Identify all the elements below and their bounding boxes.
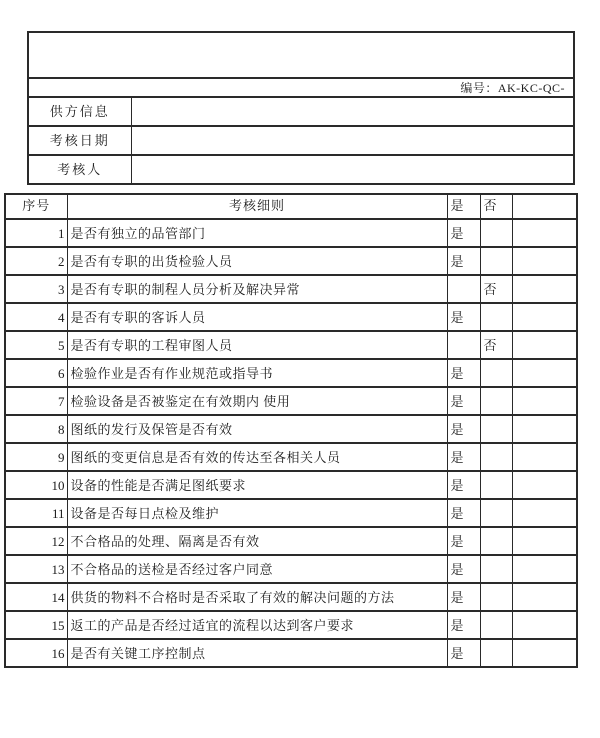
checklist-row — [5, 331, 577, 359]
form-header-table — [27, 31, 575, 185]
row-number: 16 — [5, 639, 67, 667]
title-box — [28, 32, 574, 78]
row-number: 8 — [5, 415, 67, 443]
row-remark — [512, 443, 577, 471]
row-remark — [512, 471, 577, 499]
checklist-row — [5, 387, 577, 415]
info-row-auditor — [28, 155, 574, 184]
row-remark — [512, 415, 577, 443]
row-number: 9 — [5, 443, 67, 471]
row-number: 1 — [5, 219, 67, 247]
row-criteria: 是否有专职的制程人员分析及解决异常 — [67, 275, 447, 303]
row-criteria: 是否有关键工序控制点 — [67, 639, 447, 667]
row-criteria: 设备是否每日点检及维护 — [67, 499, 447, 527]
column-header-yes: 是 — [447, 194, 480, 219]
row-answer-yes: 是 — [447, 387, 480, 415]
supplier-info-label: 供方信息 — [28, 97, 131, 126]
row-answer-no — [480, 219, 512, 247]
row-remark — [512, 555, 577, 583]
row-criteria: 不合格品的处理、隔离是否有效 — [67, 527, 447, 555]
checklist-header-row — [5, 194, 577, 219]
row-number: 6 — [5, 359, 67, 387]
row-answer-yes: 是 — [447, 555, 480, 583]
row-number: 5 — [5, 331, 67, 359]
row-answer-no — [480, 639, 512, 667]
row-remark — [512, 583, 577, 611]
row-answer-no — [480, 415, 512, 443]
row-criteria: 是否有专职的出货检验人员 — [67, 247, 447, 275]
row-criteria: 图纸的变更信息是否有效的传达至各相关人员 — [67, 443, 447, 471]
row-criteria: 检验作业是否有作业规范或指导书 — [67, 359, 447, 387]
row-answer-yes: 是 — [447, 443, 480, 471]
row-remark — [512, 275, 577, 303]
checklist-row — [5, 359, 577, 387]
row-remark — [512, 611, 577, 639]
row-answer-no — [480, 527, 512, 555]
row-criteria: 检验设备是否被鉴定在有效期内 使用 — [67, 387, 447, 415]
checklist-row — [5, 275, 577, 303]
form-header-section — [27, 31, 575, 185]
auditor-label: 考核人 — [28, 155, 131, 184]
row-number: 2 — [5, 247, 67, 275]
row-answer-yes: 是 — [447, 611, 480, 639]
row-criteria: 返工的产品是否经过适宜的流程以达到客户要求 — [67, 611, 447, 639]
row-answer-no — [480, 443, 512, 471]
checklist-row — [5, 527, 577, 555]
row-number: 15 — [5, 611, 67, 639]
row-number: 13 — [5, 555, 67, 583]
row-number: 7 — [5, 387, 67, 415]
title-row — [28, 32, 574, 78]
row-number: 11 — [5, 499, 67, 527]
row-answer-no — [480, 471, 512, 499]
column-header-no: 否 — [480, 194, 512, 219]
row-answer-no — [480, 555, 512, 583]
row-answer-no: 否 — [480, 275, 512, 303]
row-remark — [512, 247, 577, 275]
checklist-row — [5, 499, 577, 527]
checklist-row — [5, 247, 577, 275]
checklist-row — [5, 611, 577, 639]
row-criteria: 是否有独立的品管部门 — [67, 219, 447, 247]
row-answer-yes: 是 — [447, 639, 480, 667]
row-criteria: 不合格品的送检是否经过客户同意 — [67, 555, 447, 583]
column-header-number: 序号 — [5, 194, 67, 219]
row-answer-no — [480, 359, 512, 387]
column-header-criteria: 考核细则 — [67, 194, 447, 219]
document-code: 编号：AK-KC-QC- — [28, 78, 574, 97]
row-answer-yes: 是 — [447, 247, 480, 275]
column-header-remark — [512, 194, 577, 219]
checklist-row — [5, 639, 577, 667]
checklist-row — [5, 583, 577, 611]
checklist-row — [5, 555, 577, 583]
checklist-section — [4, 193, 576, 668]
row-criteria: 设备的性能是否满足图纸要求 — [67, 471, 447, 499]
row-answer-yes: 是 — [447, 499, 480, 527]
row-answer-no — [480, 387, 512, 415]
row-number: 12 — [5, 527, 67, 555]
audit-date-value — [131, 126, 574, 155]
row-answer-yes — [447, 331, 480, 359]
row-answer-yes: 是 — [447, 415, 480, 443]
row-answer-no — [480, 583, 512, 611]
row-answer-yes: 是 — [447, 471, 480, 499]
checklist-row — [5, 443, 577, 471]
row-remark — [512, 303, 577, 331]
row-number: 14 — [5, 583, 67, 611]
row-remark — [512, 499, 577, 527]
auditor-value — [131, 155, 574, 184]
checklist-row — [5, 415, 577, 443]
supplier-info-value — [131, 97, 574, 126]
audit-checklist-table — [4, 193, 578, 668]
row-remark — [512, 331, 577, 359]
row-answer-no — [480, 611, 512, 639]
row-answer-yes: 是 — [447, 527, 480, 555]
checklist-row — [5, 219, 577, 247]
row-answer-yes: 是 — [447, 303, 480, 331]
row-remark — [512, 639, 577, 667]
row-criteria: 供货的物料不合格时是否采取了有效的解决问题的方法 — [67, 583, 447, 611]
row-answer-yes: 是 — [447, 359, 480, 387]
info-row-date — [28, 126, 574, 155]
row-answer-no: 否 — [480, 331, 512, 359]
row-answer-yes: 是 — [447, 583, 480, 611]
audit-date-label: 考核日期 — [28, 126, 131, 155]
row-answer-no — [480, 303, 512, 331]
code-row — [28, 78, 574, 97]
row-criteria: 是否有专职的工程审图人员 — [67, 331, 447, 359]
row-criteria: 图纸的发行及保管是否有效 — [67, 415, 447, 443]
checklist-row — [5, 471, 577, 499]
row-remark — [512, 527, 577, 555]
checklist-row — [5, 303, 577, 331]
row-number: 3 — [5, 275, 67, 303]
row-remark — [512, 219, 577, 247]
info-row-supplier — [28, 97, 574, 126]
row-answer-no — [480, 499, 512, 527]
row-remark — [512, 387, 577, 415]
row-answer-no — [480, 247, 512, 275]
row-number: 4 — [5, 303, 67, 331]
row-criteria: 是否有专职的客诉人员 — [67, 303, 447, 331]
row-answer-yes: 是 — [447, 219, 480, 247]
row-remark — [512, 359, 577, 387]
row-number: 10 — [5, 471, 67, 499]
row-answer-yes — [447, 275, 480, 303]
